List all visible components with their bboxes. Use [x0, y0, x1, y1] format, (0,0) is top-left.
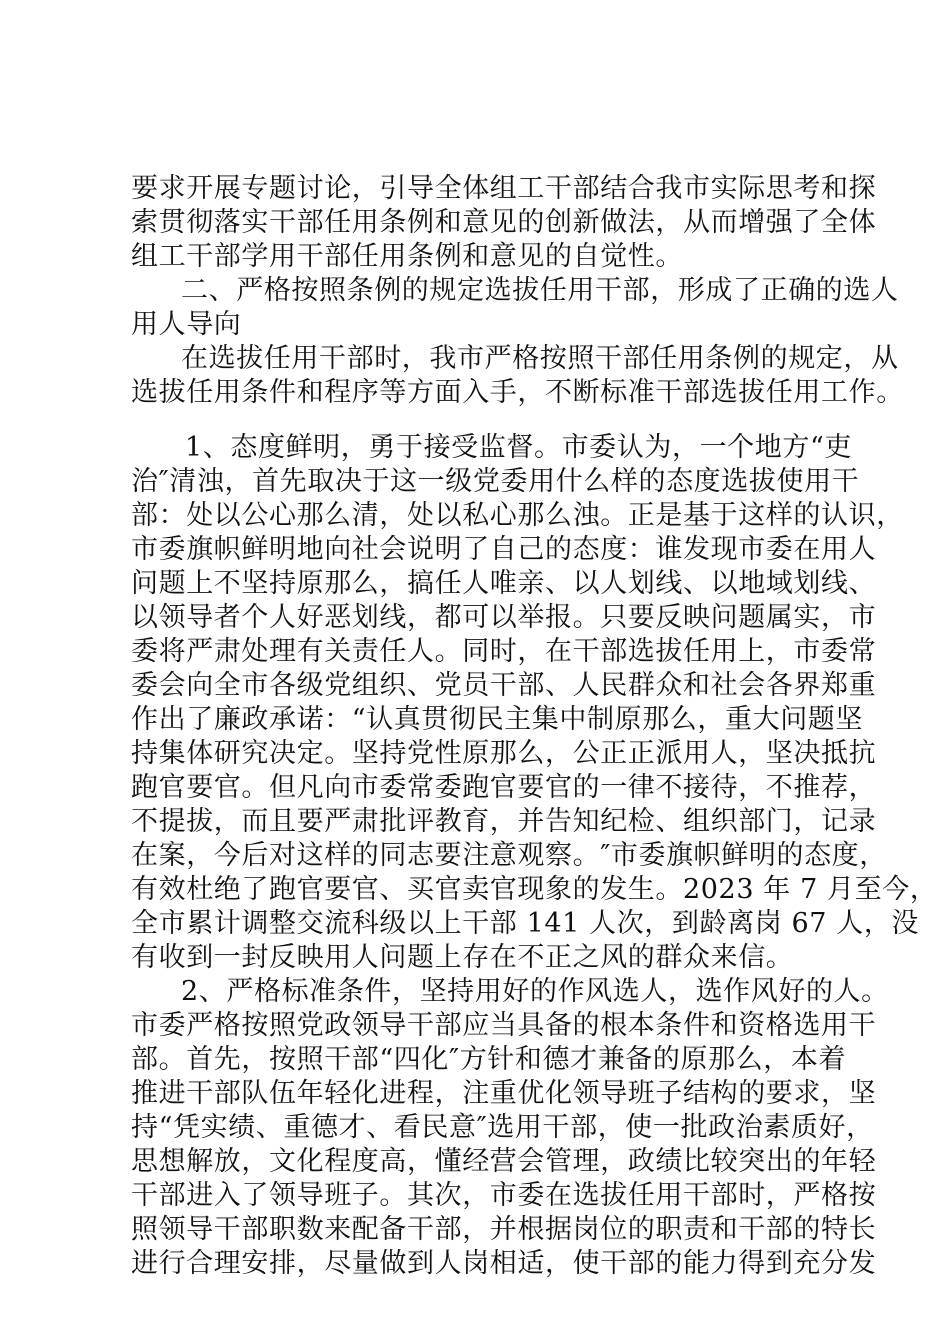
text-line-21: 有效杜绝了跑官要官、买官卖官现象的发生。2023 年 7 月至今， [131, 874, 938, 905]
text-line-14: 委将严肃处理有关责任人。同时，在干部选拔任用上，市委常 [131, 636, 877, 667]
text-line-12: 问题上不坚持原那么，搞任人唯亲、以人划线、以地域划线、 [131, 568, 877, 599]
text-line-13: 以领导者个人好恶划线，都可以举报。只要反映问题属实，市 [131, 602, 877, 633]
text-line-7: 选拔任用条件和程序等方面入手，不断标准干部选拔任用工作。 [131, 377, 904, 408]
text-line-17: 持集体研究决定。坚持党性原那么，公正正派用人，坚决抵抗 [131, 738, 877, 769]
section-heading-line-2: 用人导向 [131, 309, 242, 340]
text-line-1: 要求开展专题讨论，引导全体组工干部结合我市实际思考和探 [131, 173, 877, 204]
text-line-6: 在选拔任用干部时，我市严格按照干部任用条例的规定，从 [181, 343, 899, 374]
text-line-20: 在案，今后对这样的同志要注意观察。″市委旗帜鲜明的态度， [131, 840, 887, 871]
section-heading-line-1: 二、严格按照条例的规定选拔任用干部，形成了正确的选人 [181, 275, 899, 306]
text-line-25: 市委严格按照党政领导干部应当具备的根本条件和资格选用干 [131, 1010, 877, 1041]
text-line-3: 组工干部学用干部任用条例和意见的自觉性。 [131, 241, 683, 272]
text-line-11: 市委旗帜鲜明地向社会说明了自己的态度：谁发现市委在用人 [131, 534, 877, 565]
text-line-27: 推进干部队伍年轻化进程，注重优化领导班子结构的要求，坚 [131, 1078, 877, 1109]
subsection-1-line-1: 1、态度鲜明，勇于接受监督。市委认为，一个地方“吏 [185, 432, 852, 463]
text-line-29: 思想解放，文化程度高，懂经营会管理，政绩比较突出的年轻 [131, 1146, 877, 1177]
text-line-16: 作出了廉政承诺：“认真贯彻民主集中制原那么，重大问题坚 [131, 704, 864, 735]
text-line-28: 持“凭实绩、重德才、看民意″选用干部，使一批政治素质好， [131, 1112, 874, 1143]
text-line-10: 部：处以公心那么清，处以私心那么浊。正是基于这样的认识， [131, 500, 904, 531]
text-line-2: 索贯彻落实干部任用条例和意见的创新做法，从而增强了全体 [131, 207, 877, 238]
text-line-18: 跑官要官。但凡向市委常委跑官要官的一律不接待，不推荐， [131, 772, 877, 803]
text-line-23: 有收到一封反映用人问题上存在不正之风的群众来信。 [131, 942, 794, 973]
text-line-32: 进行合理安排，尽量做到人岗相适，使干部的能力得到充分发 [131, 1248, 877, 1279]
text-line-22: 全市累计调整交流科级以上干部 141 人次，到龄离岗 67 人，没 [131, 908, 920, 939]
text-line-26: 部。首先，按照干部“四化″方针和德才兼备的原那么，本着 [131, 1044, 847, 1075]
text-line-9: 治″清浊，首先取决于这一级党委用什么样的态度选拔使用干 [131, 466, 860, 497]
text-line-19: 不提拔，而且要严肃批评教育，并告知纪检、组织部门，记录 [131, 806, 877, 837]
text-line-15: 委会向全市各级党组织、党员干部、人民群众和社会各界郑重 [131, 670, 877, 701]
text-line-31: 照领导干部职数来配备干部，并根据岗位的职责和干部的特长 [131, 1214, 877, 1245]
text-line-30: 干部进入了领导班子。其次，市委在选拔任用干部时，严格按 [131, 1180, 877, 1211]
subsection-2-line-1: 2、严格标准条件，坚持用好的作风选人，选作风好的人。 [181, 976, 889, 1007]
